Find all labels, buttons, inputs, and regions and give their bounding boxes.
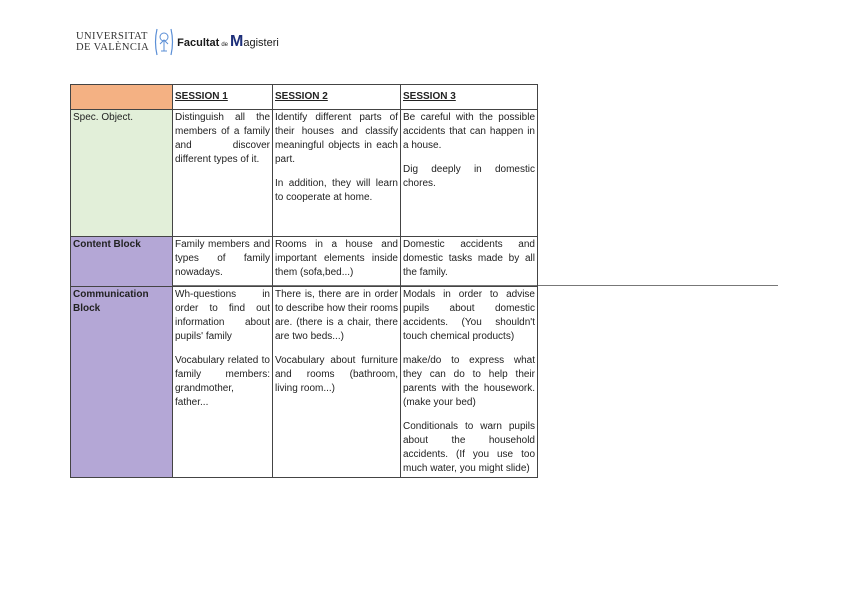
cell-content-session-1	[173, 237, 273, 287]
cell-content-session-2	[273, 237, 401, 287]
cell-communication-session-3	[401, 287, 538, 478]
row-label-spec-object: Spec. Object.	[71, 110, 173, 237]
cell-content-session-3	[401, 237, 538, 287]
cell-paragraph: Be careful with the possible accidents that can happen in a house.	[403, 112, 535, 151]
cell-paragraph: Vocabulary related to family members: grandmother, father...	[175, 355, 270, 408]
cell-spec-session-3	[401, 110, 538, 237]
cell-spec-session-2	[273, 110, 401, 237]
column-header-session-2: SESSION 2	[273, 85, 401, 110]
cell-paragraph: Vocabulary about furniture and rooms (bathroom, living room...)	[275, 355, 398, 394]
cell-paragraph: make/do to express what they can do to help their parents with the housework. (make your bed)	[403, 355, 535, 408]
cell-spec-session-1	[173, 110, 273, 237]
cell-paragraph: Wh-questions in order to find out information about pupils' family	[175, 289, 270, 342]
faculty-rest: agisteri	[243, 37, 279, 49]
cell-paragraph: Conditionals to warn pupils about the household accidents. (If you use too much water, you might slide)	[403, 421, 535, 474]
cell-paragraph: There is, there are in order to describe how their rooms are. (there is a chair, there are two beds...)	[275, 289, 398, 342]
university-seal-icon	[153, 27, 175, 57]
row-label-content-block: Content Block	[71, 237, 173, 287]
corner-cell	[71, 85, 173, 110]
table-row-spec-object	[71, 110, 538, 237]
cell-paragraph: Family members and types of family nowadays.	[175, 239, 270, 278]
cell-paragraph: Modals in order to advise pupils about domestic accidents. (You shouldn't touch chemical products)	[403, 289, 535, 342]
table-header-row	[71, 85, 538, 110]
university-name-line2: DE VALÈNCIA	[76, 42, 150, 53]
cell-paragraph: Rooms in a house and important elements inside them (sofa,bed...)	[275, 239, 398, 278]
cell-paragraph: Dig deeply in domestic chores.	[403, 164, 535, 189]
university-wordmark	[76, 31, 149, 53]
table-row-communication-block	[71, 287, 538, 478]
cell-communication-session-1	[173, 287, 273, 478]
table-row-content-block	[71, 237, 538, 287]
faculty-prefix: Facultat	[177, 37, 220, 49]
cell-paragraph: Domestic accidents and domestic tasks made by all the family.	[403, 239, 535, 278]
faculty-name	[177, 33, 279, 51]
cell-communication-session-2	[273, 287, 401, 478]
faculty-de: de	[221, 42, 229, 48]
cell-paragraph: Identify different parts of their houses and classify meaningful objects in each part.	[275, 112, 398, 165]
row-label-communication-block: Communication Block	[71, 287, 173, 478]
university-name-line1: UNIVERSITAT	[76, 31, 148, 42]
page-header	[76, 25, 279, 59]
faculty-initial: M	[230, 33, 244, 50]
column-header-session-3: SESSION 3	[401, 85, 538, 110]
sessions-table	[70, 84, 538, 478]
cell-paragraph: In addition, they will learn to cooperate at home.	[275, 178, 398, 203]
column-header-session-1: SESSION 1	[173, 85, 273, 110]
cell-paragraph: Distinguish all the members of a family and discover different types of it.	[175, 112, 270, 165]
